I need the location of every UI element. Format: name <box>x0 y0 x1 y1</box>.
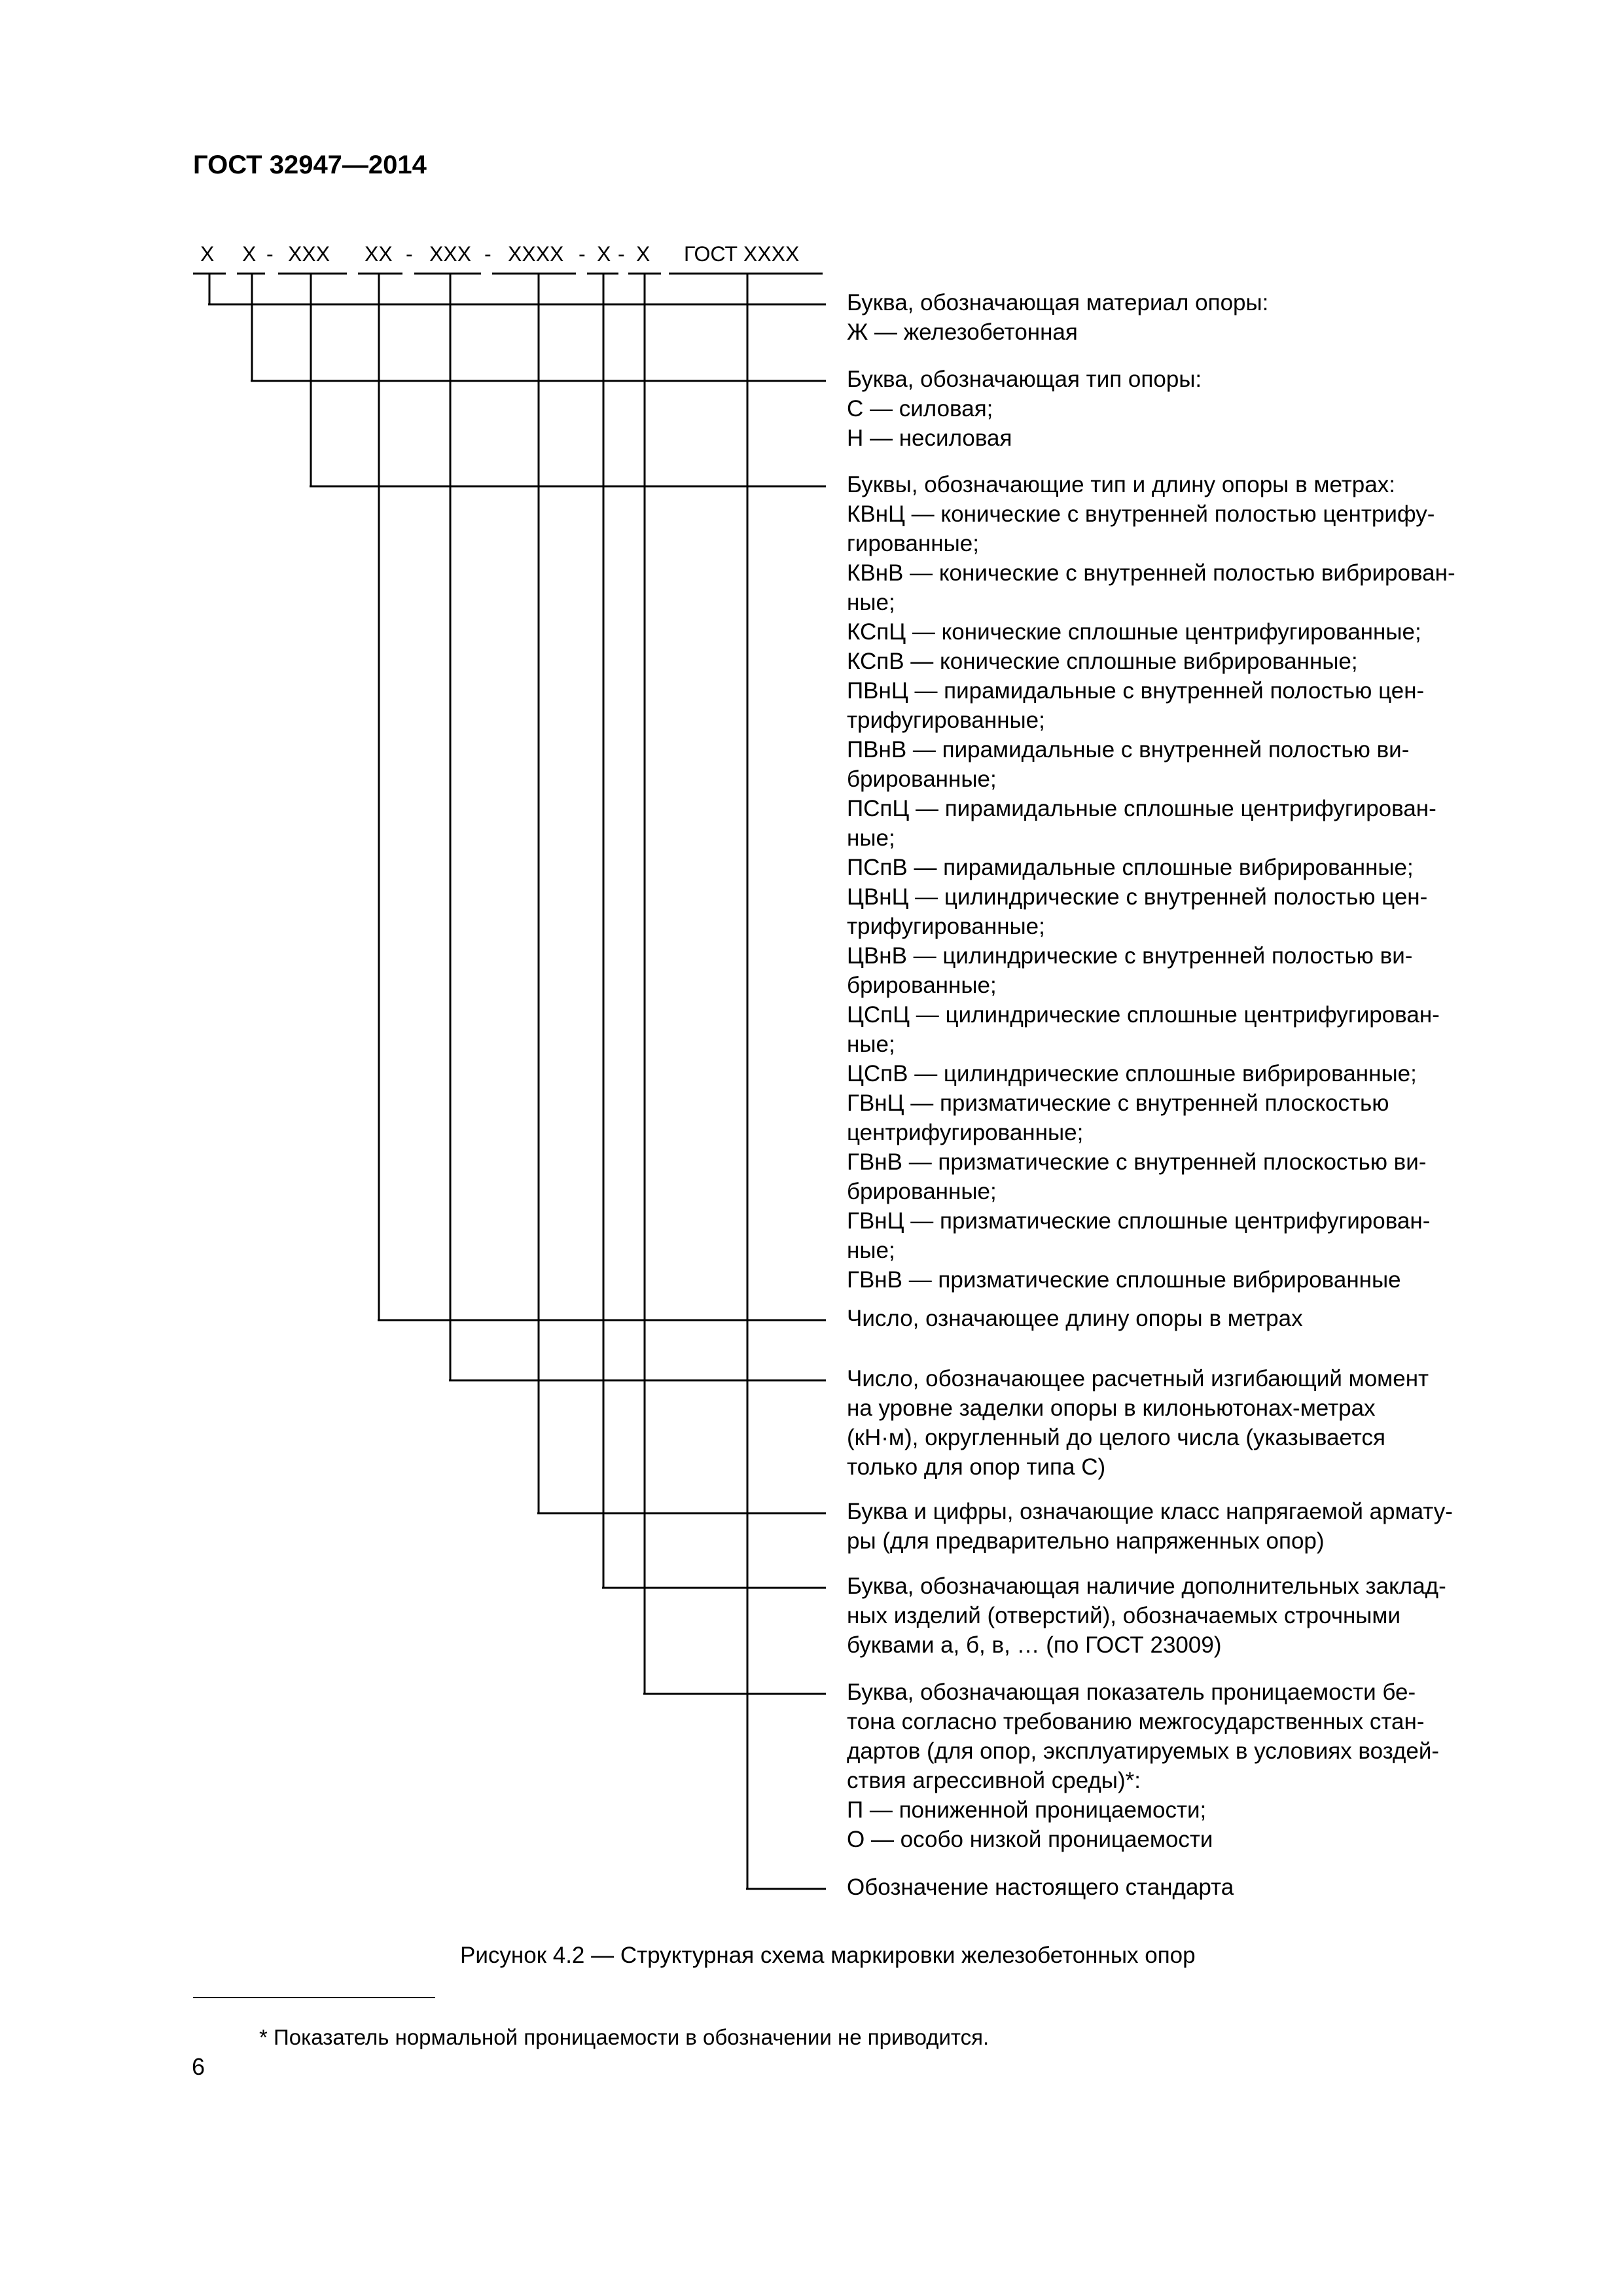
code-separator: - <box>484 242 491 266</box>
description-line: КСпВ — конические сплошные вибрированные; <box>847 649 1358 674</box>
description-line: ГВнЦ — призматические с внутренней плоскостью <box>847 1090 1389 1116</box>
description-line: ПСпВ — пирамидальные сплошные вибрированные; <box>847 855 1414 880</box>
description-line: П — пониженной проницаемости; <box>847 1797 1207 1823</box>
description-line: на уровне заделки опоры в килоньютонах-метрах <box>847 1395 1376 1421</box>
code-token-permeability: Х <box>636 242 651 266</box>
description-line: трифугированные; <box>847 708 1045 733</box>
description-line: ЦВнЦ — цилиндрические с внутренней полостью цен- <box>847 884 1428 910</box>
page-header: ГОСТ 32947—2014 <box>193 151 427 179</box>
description-line: ЦВнВ — цилиндрические с внутренней полостью ви- <box>847 943 1413 969</box>
figure-caption: Рисунок 4.2 — Структурная схема маркировки железобетонных опор <box>460 1943 1196 1968</box>
description-line: О — особо низкой проницаемости <box>847 1827 1213 1852</box>
description-line: ные; <box>847 825 895 851</box>
description-line: Н — несиловая <box>847 425 1012 451</box>
code-token-standard: ГОСТ ХХХХ <box>684 242 800 266</box>
description-line: ные; <box>847 1031 895 1057</box>
description-line: Буква, обозначающая наличие дополнительных заклад- <box>847 1573 1446 1599</box>
description-reinforcement-class <box>847 1497 1501 1556</box>
description-line: ных изделий (отверстий), обозначаемых строчными <box>847 1603 1401 1628</box>
code-token-moment: ХХХ <box>429 242 472 266</box>
code-token-embedded: Х <box>597 242 611 266</box>
description-line: брированные; <box>847 973 997 998</box>
code-token-type: Х <box>242 242 257 266</box>
description-line: С — силовая; <box>847 396 993 422</box>
code-separator: - <box>406 242 413 266</box>
code-separator: - <box>579 242 586 266</box>
description-line: ные; <box>847 1238 895 1263</box>
description-shape-length <box>847 470 1501 1295</box>
code-separator: - <box>266 242 274 266</box>
code-token-class: ХХХХ <box>508 242 564 266</box>
code-token-material: Х <box>200 242 215 266</box>
page-number: 6 <box>192 2053 205 2080</box>
description-line: ствия агрессивной среды)*: <box>847 1768 1141 1793</box>
description-material <box>847 288 1501 347</box>
description-line: Буква, обозначающая показатель проницаемости бе- <box>847 1679 1416 1705</box>
description-line: трифугированные; <box>847 914 1045 939</box>
description-type <box>847 365 1501 453</box>
description-permeability <box>847 1677 1501 1854</box>
description-line: гированные; <box>847 531 979 556</box>
description-standard <box>847 1873 1501 1902</box>
description-line: брированные; <box>847 1179 997 1204</box>
description-line: Число, означающее длину опоры в метрах <box>847 1306 1303 1331</box>
description-line: дартов (для опор, эксплуатируемых в условиях воздей- <box>847 1738 1440 1764</box>
description-line: ГВнЦ — призматические сплошные центрифугирован- <box>847 1208 1431 1234</box>
code-token-length: ХХ <box>365 242 393 266</box>
description-line: Буква, обозначающая материал опоры: <box>847 290 1269 315</box>
description-line: (кН·м), округленный до целого числа (указывается <box>847 1425 1385 1450</box>
description-line: ры (для предварительно напряженных опор) <box>847 1528 1325 1554</box>
description-line: брированные; <box>847 766 997 792</box>
description-line: КСпЦ — конические сплошные центрифугированные; <box>847 619 1421 645</box>
description-line: ПСпЦ — пирамидальные сплошные центрифугирован- <box>847 796 1436 821</box>
description-line: ГВнВ — призматические с внутренней плоскостью ви- <box>847 1149 1427 1175</box>
description-line: буквами а, б, в, … (по ГОСТ 23009) <box>847 1632 1222 1658</box>
description-line: Буква и цифры, означающие класс напрягаемой армату- <box>847 1499 1453 1524</box>
description-line: ГВнВ — призматические сплошные вибрированные <box>847 1267 1401 1293</box>
description-line: КВнВ — конические с внутренней полостью вибрирован- <box>847 560 1455 586</box>
description-line: Буквы, обозначающие тип и длину опоры в метрах: <box>847 472 1395 497</box>
description-line: тона согласно требованию межгосударственных стан- <box>847 1709 1425 1734</box>
footnote: * Показатель нормальной проницаемости в обозначении не приводится. <box>259 2025 990 2049</box>
description-line: ПВнВ — пирамидальные с внутренней полостью ви- <box>847 737 1410 762</box>
footnote-divider <box>193 1997 435 1998</box>
code-separator: - <box>618 242 625 266</box>
description-length <box>847 1304 1501 1333</box>
description-line: центрифугированные; <box>847 1120 1084 1145</box>
description-line: КВнЦ — конические с внутренней полостью центрифу- <box>847 501 1435 527</box>
description-line: только для опор типа С) <box>847 1454 1106 1480</box>
description-line: Обозначение настоящего стандарта <box>847 1874 1234 1900</box>
description-line: ПВнЦ — пирамидальные с внутренней полостью цен- <box>847 678 1425 704</box>
description-line: ные; <box>847 590 895 615</box>
description-line: Ж — железобетонная <box>847 319 1078 345</box>
description-line: Число, обозначающее расчетный изгибающий момент <box>847 1366 1429 1391</box>
code-token-shape: ХХХ <box>288 242 330 266</box>
description-moment <box>847 1364 1501 1482</box>
description-line: Буква, обозначающая тип опоры: <box>847 367 1202 392</box>
description-line: ЦСпЦ — цилиндрические сплошные центрифугирован- <box>847 1002 1440 1028</box>
description-embedded-parts <box>847 1571 1501 1660</box>
description-line: ЦСпВ — цилиндрические сплошные вибрированные; <box>847 1061 1417 1086</box>
